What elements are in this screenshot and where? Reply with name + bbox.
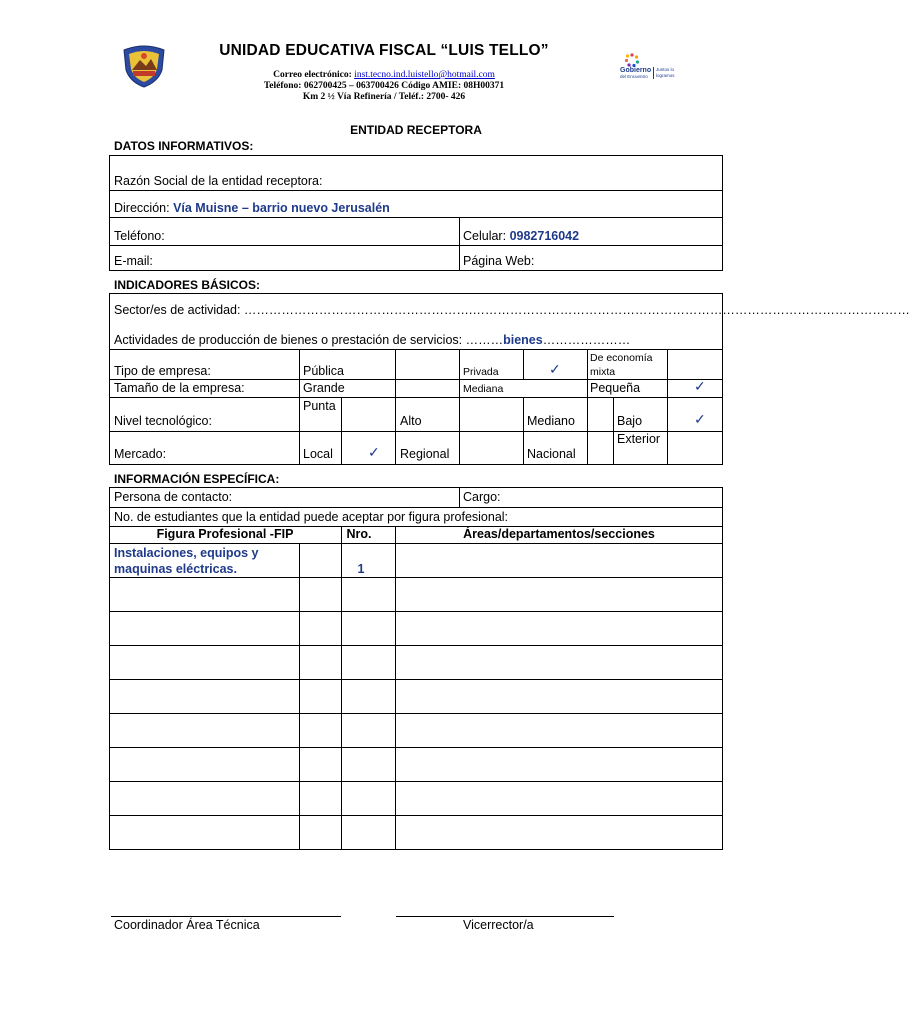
email-label-field: E-mail: [114, 254, 153, 268]
actividades-prefix: Actividades de producción de bienes o prestación de servicios: ……… [114, 333, 504, 347]
gov-logo-text: Gobierno [620, 67, 652, 74]
check-local: ✓ [368, 444, 380, 460]
opt-bajo: Bajo [617, 414, 643, 428]
opt-alto: Alto [400, 414, 422, 428]
actividades-line [114, 333, 630, 347]
address-line: Km 2 ½ Vía Refinería / Teléf.: 2700- 426 [302, 92, 466, 102]
opt-nacional: Nacional [527, 447, 576, 461]
opt-punta: Punta [303, 399, 336, 413]
firma-coordinador: Coordinador Área Técnica [114, 918, 260, 932]
row1-nro: 1 [357, 562, 365, 576]
opt-grande: Grande [303, 381, 345, 395]
mercado-label: Mercado: [114, 447, 167, 461]
celular-field [463, 229, 579, 243]
celular-value: 0982716042 [509, 229, 580, 243]
nivel-tecnologico-label: Nivel tecnológico: [114, 414, 212, 428]
opt-local: Local [303, 447, 333, 461]
persona-contacto-label: Persona de contacto: [114, 490, 233, 504]
opt-economia-mixta: De economía mixta [590, 352, 653, 378]
check-pequena: ✓ [694, 378, 706, 394]
estudiantes-label: No. de estudiantes que la entidad puede aceptar por figura profesional: [114, 510, 509, 524]
direccion-label: Dirección: [114, 201, 170, 215]
form-title: ENTIDAD RECEPTORA [350, 123, 482, 137]
direccion-field [114, 201, 390, 215]
direccion-value: Vía Muisne – barrio nuevo Jerusalén [173, 201, 390, 215]
col-header-areas: Áreas/departamentos/secciones [463, 527, 655, 541]
sector-line: Sector/es de actividad: ……………………………………………….…………………………………………………………………………………………… [114, 303, 910, 317]
check-privada: ✓ [549, 361, 561, 377]
opt-regional: Regional [400, 447, 450, 461]
celular-label: Celular: [463, 229, 507, 243]
opt-mediano: Mediano [527, 414, 575, 428]
opt-privada: Privada [463, 366, 499, 378]
row1-figura: Instalaciones, equipos y maquinas eléctricas. [114, 546, 259, 576]
opt-publica: Pública [303, 364, 344, 378]
tipo-empresa-label: Tipo de empresa: [114, 364, 211, 378]
firma-vicerrector: Vicerrector/a [463, 918, 534, 932]
phone-line: Teléfono: 062700425 – 063700426 Código AMIE: 08H00371 [263, 81, 505, 91]
especifica-heading: INFORMACIÓN ESPECÍFICA: [114, 472, 280, 486]
indicadores-heading: INDICADORES BÁSICOS: [114, 278, 261, 292]
gov-logo-slogan: Juntos lo logramos [656, 67, 675, 78]
datos-heading: DATOS INFORMATIVOS: [114, 139, 254, 153]
gov-logo-sub: del Encuentro [620, 74, 648, 79]
opt-mediana: Mediana [463, 383, 504, 395]
col-header-figura: Figura Profesional -FIP [156, 527, 294, 541]
col-header-nro: Nro. [346, 527, 372, 541]
razon-social-label: Razón Social de la entidad receptora: [114, 174, 323, 188]
actividades-suffix: ………………… [542, 333, 631, 347]
email-label: Correo electrónico: [273, 70, 352, 80]
check-bajo: ✓ [694, 411, 706, 427]
pagina-web-label: Página Web: [463, 254, 535, 268]
actividades-value: bienes [503, 333, 543, 347]
especifica-table [109, 487, 723, 850]
tamano-empresa-label: Tamaño de la empresa: [114, 381, 245, 395]
opt-pequena: Pequeña [590, 381, 641, 395]
email-link[interactable]: inst.tecno.ind.luistello@hotmail.com [354, 70, 495, 80]
government-logo [620, 52, 682, 82]
telefono-label: Teléfono: [114, 229, 165, 243]
school-title: UNIDAD EDUCATIVA FISCAL “LUIS TELLO” [219, 42, 549, 59]
opt-exterior: Exterior [617, 432, 661, 446]
cargo-label: Cargo: [463, 490, 501, 504]
